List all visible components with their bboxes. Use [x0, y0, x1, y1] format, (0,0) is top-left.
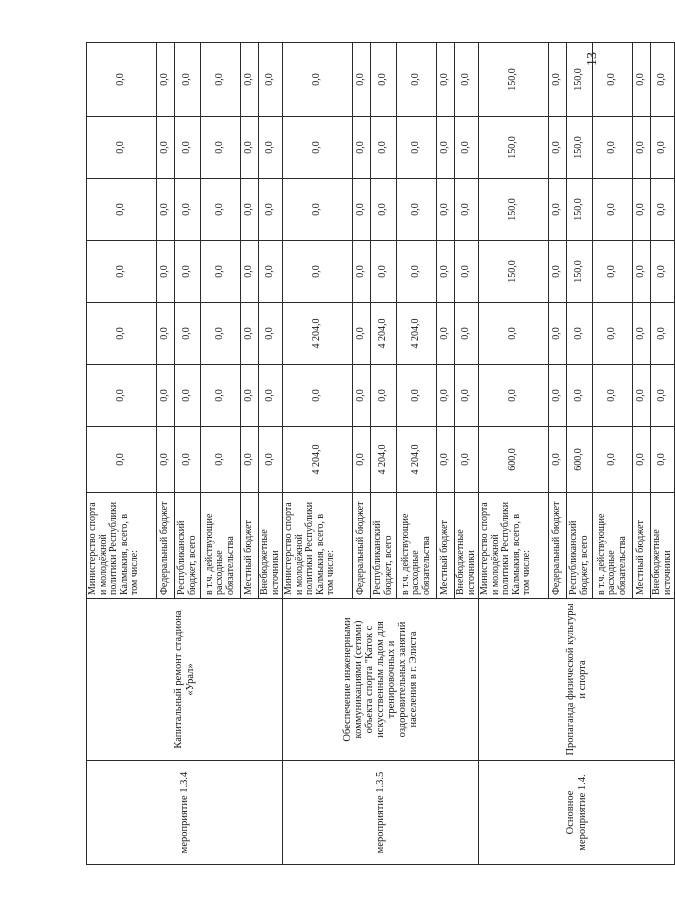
amount-cell: 0,0 — [353, 43, 371, 117]
funding-source: Внебюджетные источники — [651, 493, 675, 599]
funding-source: Федеральный бюджет — [549, 493, 567, 599]
amount-cell: 0,0 — [201, 117, 241, 179]
amount-cell: 0,0 — [397, 365, 437, 427]
amount-cell: 0,0 — [397, 179, 437, 241]
amount-cell: 0,0 — [157, 43, 175, 117]
funding-source: Республиканский бюджет, всего — [175, 493, 201, 599]
amount-cell: 0,0 — [353, 117, 371, 179]
amount-cell: 4 204,0 — [283, 427, 353, 493]
amount-cell: 0,0 — [283, 179, 353, 241]
amount-cell: 0,0 — [371, 43, 397, 117]
amount-cell: 0,0 — [397, 117, 437, 179]
amount-cell: 0,0 — [259, 303, 283, 365]
funding-source: Министерство спорта и молодёжной политики Республики Калмыкия, всего, в том числе: — [479, 493, 549, 599]
amount-cell: 0,0 — [241, 43, 259, 117]
rotated-table-wrapper — [86, 43, 673, 865]
amount-cell: 0,0 — [175, 179, 201, 241]
amount-cell: 0,0 — [241, 241, 259, 303]
amount-cell: 4 204,0 — [371, 303, 397, 365]
amount-cell: 150,0 — [479, 241, 549, 303]
amount-cell: 0,0 — [455, 117, 479, 179]
amount-cell: 4 204,0 — [397, 427, 437, 493]
amount-cell: 0,0 — [175, 303, 201, 365]
amount-cell: 0,0 — [437, 179, 455, 241]
amount-cell: 0,0 — [283, 117, 353, 179]
amount-cell: 0,0 — [201, 241, 241, 303]
amount-cell: 0,0 — [549, 179, 567, 241]
measure-code: мероприятие 1.3.5 — [283, 761, 479, 865]
amount-cell: 0,0 — [283, 241, 353, 303]
amount-cell: 0,0 — [437, 303, 455, 365]
table-row — [283, 43, 353, 865]
amount-cell: 0,0 — [371, 117, 397, 179]
amount-cell: 150,0 — [479, 179, 549, 241]
amount-cell: 0,0 — [201, 179, 241, 241]
amount-cell: 0,0 — [87, 303, 157, 365]
amount-cell: 0,0 — [633, 241, 651, 303]
funding-source: Республиканский бюджет, всего — [371, 493, 397, 599]
table-body — [87, 43, 675, 865]
amount-cell: 0,0 — [87, 179, 157, 241]
amount-cell: 150,0 — [479, 43, 549, 117]
amount-cell: 0,0 — [259, 43, 283, 117]
amount-cell: 0,0 — [567, 365, 593, 427]
amount-cell: 150,0 — [567, 117, 593, 179]
amount-cell: 0,0 — [593, 427, 633, 493]
amount-cell: 0,0 — [633, 117, 651, 179]
amount-cell: 150,0 — [567, 43, 593, 117]
amount-cell: 0,0 — [241, 365, 259, 427]
table-row — [87, 43, 157, 865]
funding-source: Местный бюджет — [633, 493, 651, 599]
page-number: 13 — [585, 52, 600, 66]
amount-cell: 0,0 — [437, 365, 455, 427]
amount-cell: 0,0 — [397, 43, 437, 117]
funding-source: Местный бюджет — [241, 493, 259, 599]
amount-cell: 0,0 — [87, 43, 157, 117]
amount-cell: 0,0 — [283, 365, 353, 427]
amount-cell: 600,0 — [479, 427, 549, 493]
amount-cell: 0,0 — [201, 365, 241, 427]
amount-cell: 0,0 — [651, 117, 675, 179]
amount-cell: 0,0 — [567, 303, 593, 365]
amount-cell: 0,0 — [241, 303, 259, 365]
amount-cell: 0,0 — [437, 117, 455, 179]
amount-cell: 4 204,0 — [371, 427, 397, 493]
amount-cell: 0,0 — [175, 43, 201, 117]
amount-cell: 0,0 — [651, 241, 675, 303]
amount-cell: 0,0 — [353, 427, 371, 493]
funding-source: Республиканский бюджет, всего — [567, 493, 593, 599]
amount-cell: 0,0 — [549, 241, 567, 303]
funding-source: Федеральный бюджет — [157, 493, 175, 599]
amount-cell: 150,0 — [567, 241, 593, 303]
amount-cell: 0,0 — [353, 303, 371, 365]
amount-cell: 0,0 — [633, 43, 651, 117]
amount-cell: 0,0 — [437, 427, 455, 493]
amount-cell: 0,0 — [87, 117, 157, 179]
amount-cell: 0,0 — [87, 427, 157, 493]
amount-cell: 0,0 — [651, 43, 675, 117]
amount-cell: 0,0 — [633, 179, 651, 241]
amount-cell: 0,0 — [157, 427, 175, 493]
measure-name: Капитальный ремонт стадиона «Урал» — [87, 599, 283, 761]
amount-cell: 0,0 — [371, 179, 397, 241]
amount-cell: 0,0 — [87, 365, 157, 427]
amount-cell: 0,0 — [241, 117, 259, 179]
amount-cell: 0,0 — [241, 179, 259, 241]
amount-cell: 0,0 — [353, 179, 371, 241]
amount-cell: 0,0 — [259, 365, 283, 427]
amount-cell: 0,0 — [633, 303, 651, 365]
funding-source: Министерство спорта и молодёжной политики Республики Калмыкия, всего, в том числе: — [283, 493, 353, 599]
amount-cell: 0,0 — [593, 117, 633, 179]
measure-code: мероприятие 1.3.4 — [87, 761, 283, 865]
amount-cell: 4 204,0 — [397, 303, 437, 365]
amount-cell: 0,0 — [479, 365, 549, 427]
amount-cell: 0,0 — [157, 365, 175, 427]
amount-cell: 0,0 — [201, 427, 241, 493]
amount-cell: 0,0 — [455, 303, 479, 365]
amount-cell: 0,0 — [593, 303, 633, 365]
amount-cell: 0,0 — [87, 241, 157, 303]
amount-cell: 0,0 — [201, 43, 241, 117]
amount-cell: 150,0 — [479, 117, 549, 179]
amount-cell: 0,0 — [371, 241, 397, 303]
amount-cell: 0,0 — [455, 365, 479, 427]
amount-cell: 0,0 — [175, 117, 201, 179]
amount-cell: 0,0 — [259, 117, 283, 179]
amount-cell: 0,0 — [549, 43, 567, 117]
amount-cell: 0,0 — [397, 241, 437, 303]
amount-cell: 0,0 — [455, 179, 479, 241]
measure-code: Основное мероприятие 1.4. — [479, 761, 675, 865]
funding-source: Внебюджетные источники — [259, 493, 283, 599]
amount-cell: 0,0 — [651, 303, 675, 365]
amount-cell: 0,0 — [455, 241, 479, 303]
amount-cell: 0,0 — [157, 179, 175, 241]
amount-cell: 0,0 — [549, 365, 567, 427]
amount-cell: 0,0 — [437, 43, 455, 117]
table-row — [479, 43, 549, 865]
funding-source: в т.ч. действующие расходные обязательства — [201, 493, 241, 599]
funding-source: Федеральный бюджет — [353, 493, 371, 599]
amount-cell: 0,0 — [651, 179, 675, 241]
amount-cell: 0,0 — [175, 427, 201, 493]
amount-cell: 0,0 — [259, 241, 283, 303]
amount-cell: 0,0 — [593, 179, 633, 241]
amount-cell: 0,0 — [371, 365, 397, 427]
funding-source: в т.ч. действующие расходные обязательства — [593, 493, 633, 599]
amount-cell: 0,0 — [259, 427, 283, 493]
amount-cell: 0,0 — [201, 303, 241, 365]
amount-cell: 0,0 — [479, 303, 549, 365]
budget-table — [86, 42, 675, 865]
amount-cell: 0,0 — [157, 117, 175, 179]
amount-cell: 4 204,0 — [283, 303, 353, 365]
amount-cell: 0,0 — [353, 241, 371, 303]
amount-cell: 0,0 — [593, 365, 633, 427]
funding-source: Министерство спорта и молодёжной политики Республики Калмыкия, всего, в том числе: — [87, 493, 157, 599]
measure-name: Пропаганда физической культуры и спорта — [479, 599, 675, 761]
amount-cell: 0,0 — [633, 427, 651, 493]
amount-cell: 0,0 — [633, 365, 651, 427]
amount-cell: 0,0 — [455, 43, 479, 117]
funding-source: в т.ч. действующие расходные обязательства — [397, 493, 437, 599]
amount-cell: 0,0 — [259, 179, 283, 241]
funding-source: Местный бюджет — [437, 493, 455, 599]
amount-cell: 0,0 — [593, 43, 633, 117]
measure-name: Обеспечение инженерными коммуникациями (сетями) объекта спорта "Каток с искусственным льдом для тренировочных и оздоровительных занятий населения в г. Элиста — [283, 599, 479, 761]
amount-cell: 0,0 — [549, 117, 567, 179]
amount-cell: 0,0 — [593, 241, 633, 303]
amount-cell: 600,0 — [567, 427, 593, 493]
amount-cell: 0,0 — [241, 427, 259, 493]
funding-source: Внебюджетные источники — [455, 493, 479, 599]
amount-cell: 0,0 — [283, 43, 353, 117]
amount-cell: 0,0 — [157, 241, 175, 303]
amount-cell: 0,0 — [437, 241, 455, 303]
amount-cell: 0,0 — [455, 427, 479, 493]
amount-cell: 0,0 — [353, 365, 371, 427]
amount-cell: 0,0 — [549, 303, 567, 365]
amount-cell: 0,0 — [175, 365, 201, 427]
amount-cell: 0,0 — [157, 303, 175, 365]
amount-cell: 0,0 — [549, 427, 567, 493]
amount-cell: 0,0 — [651, 427, 675, 493]
amount-cell: 150,0 — [567, 179, 593, 241]
amount-cell: 0,0 — [175, 241, 201, 303]
amount-cell: 0,0 — [651, 365, 675, 427]
